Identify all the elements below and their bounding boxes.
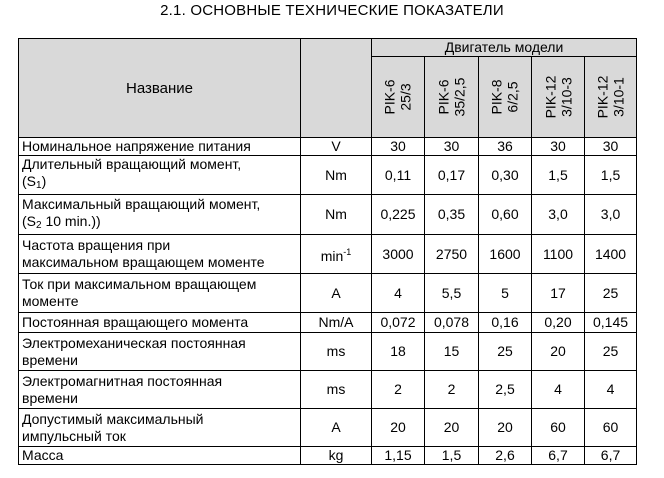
table-cell: 0,072 [372, 313, 425, 333]
row-unit: Nm [301, 156, 372, 195]
column-header-model: PIK-12 3/10-1 [585, 57, 637, 138]
table-cell: 0,11 [372, 156, 425, 195]
row-label: Максимальный вращающий момент, ($S_2$ 10 min.)) [19, 195, 301, 235]
table-cell: 1,5 [532, 156, 585, 195]
table-cell: 1,15 [372, 447, 425, 465]
table-row [19, 235, 637, 274]
table-cell: 0,145 [585, 313, 637, 333]
table-cell: 0,078 [425, 313, 479, 333]
table-cell: 20 [372, 409, 425, 447]
row-unit: A [301, 409, 372, 447]
row-unit: A [301, 274, 372, 313]
table-row [19, 313, 637, 333]
table-cell: 2 [425, 371, 479, 409]
row-unit: Nm [301, 195, 372, 235]
table-row [19, 138, 637, 156]
table-row [19, 274, 637, 313]
table-cell: 6,7 [585, 447, 637, 465]
table-cell: 30 [372, 138, 425, 156]
table-cell: 2 [372, 371, 425, 409]
table-row [19, 371, 637, 409]
row-label: Постоянная вращающего момента [19, 313, 301, 333]
row-label: Номинальное напряжение питания [19, 138, 301, 156]
table-cell: 2,5 [479, 371, 532, 409]
row-unit: kg [301, 447, 372, 465]
table-cell: 3,0 [585, 195, 637, 235]
row-label: Длительный вращающий момент, $(S_1)$ [19, 156, 301, 195]
table-cell: 25 [585, 274, 637, 313]
row-label: Ток при максимальном вращающем моменте [19, 274, 301, 313]
table-cell: 25 [585, 333, 637, 371]
table-cell: 20 [425, 409, 479, 447]
table-row [19, 156, 637, 195]
table-cell: 0,20 [532, 313, 585, 333]
table-header-row [19, 39, 637, 57]
table-cell: 2750 [425, 235, 479, 274]
table-cell: 6,7 [532, 447, 585, 465]
table-cell: 30 [585, 138, 637, 156]
table-cell: 30 [532, 138, 585, 156]
table-cell: 60 [532, 409, 585, 447]
table-cell: 0,60 [479, 195, 532, 235]
table-cell: 1400 [585, 235, 637, 274]
table-cell: 25 [479, 333, 532, 371]
table-cell: 30 [425, 138, 479, 156]
table-cell: 3,0 [532, 195, 585, 235]
column-header-group: Двигатель модели [372, 39, 637, 57]
table-cell: 1600 [479, 235, 532, 274]
row-label: Электромеханическая постоянная времени [19, 333, 301, 371]
table-cell: 1100 [532, 235, 585, 274]
table-cell: 36 [479, 138, 532, 156]
table-cell: 20 [479, 409, 532, 447]
table-cell: 0,225 [372, 195, 425, 235]
column-header-model: PIK-6 35/2,5 [425, 57, 479, 138]
column-header-model: PIK-8 6/2,5 [479, 57, 532, 138]
table-cell: 1,5 [425, 447, 479, 465]
table-cell: 0,35 [425, 195, 479, 235]
table-cell: 5,5 [425, 274, 479, 313]
column-header-name: Название [19, 39, 301, 138]
table-cell: 18 [372, 333, 425, 371]
column-header-unit [301, 39, 372, 138]
table-cell: 4 [372, 274, 425, 313]
table-cell: 0,17 [425, 156, 479, 195]
table-cell: 3000 [372, 235, 425, 274]
row-unit: $\min^{-1}$ [301, 235, 372, 274]
table-cell: 15 [425, 333, 479, 371]
column-header-model: PIK-12 3/10-3 [532, 57, 585, 138]
table-row [19, 447, 637, 465]
row-label: Масса [19, 447, 301, 465]
column-header-model: PIK-6 25/3 [372, 57, 425, 138]
table-cell: 4 [532, 371, 585, 409]
row-label: Допустимый максимальный импульсный ток [19, 409, 301, 447]
table-cell: 5 [479, 274, 532, 313]
row-label: Частота вращения при максимальном вращающем моменте [19, 235, 301, 274]
table-row [19, 195, 637, 235]
table-row [19, 409, 637, 447]
row-unit: ms [301, 333, 372, 371]
table-cell: 20 [532, 333, 585, 371]
table-cell: 60 [585, 409, 637, 447]
table-cell: 4 [585, 371, 637, 409]
table-cell: 0,30 [479, 156, 532, 195]
row-label: Электромагнитная постоянная времени [19, 371, 301, 409]
specs-table [18, 38, 637, 465]
row-unit: Nm/A [301, 313, 372, 333]
row-unit: V [301, 138, 372, 156]
table-row [19, 333, 637, 371]
row-unit: ms [301, 371, 372, 409]
table-cell: 1,5 [585, 156, 637, 195]
table-cell: 2,6 [479, 447, 532, 465]
page-title: 2.1. ОСНОВНЫЕ ТЕХНИЧЕСКИЕ ПОКАЗАТЕЛИ [160, 2, 504, 19]
table-cell: 17 [532, 274, 585, 313]
table-cell: 0,16 [479, 313, 532, 333]
